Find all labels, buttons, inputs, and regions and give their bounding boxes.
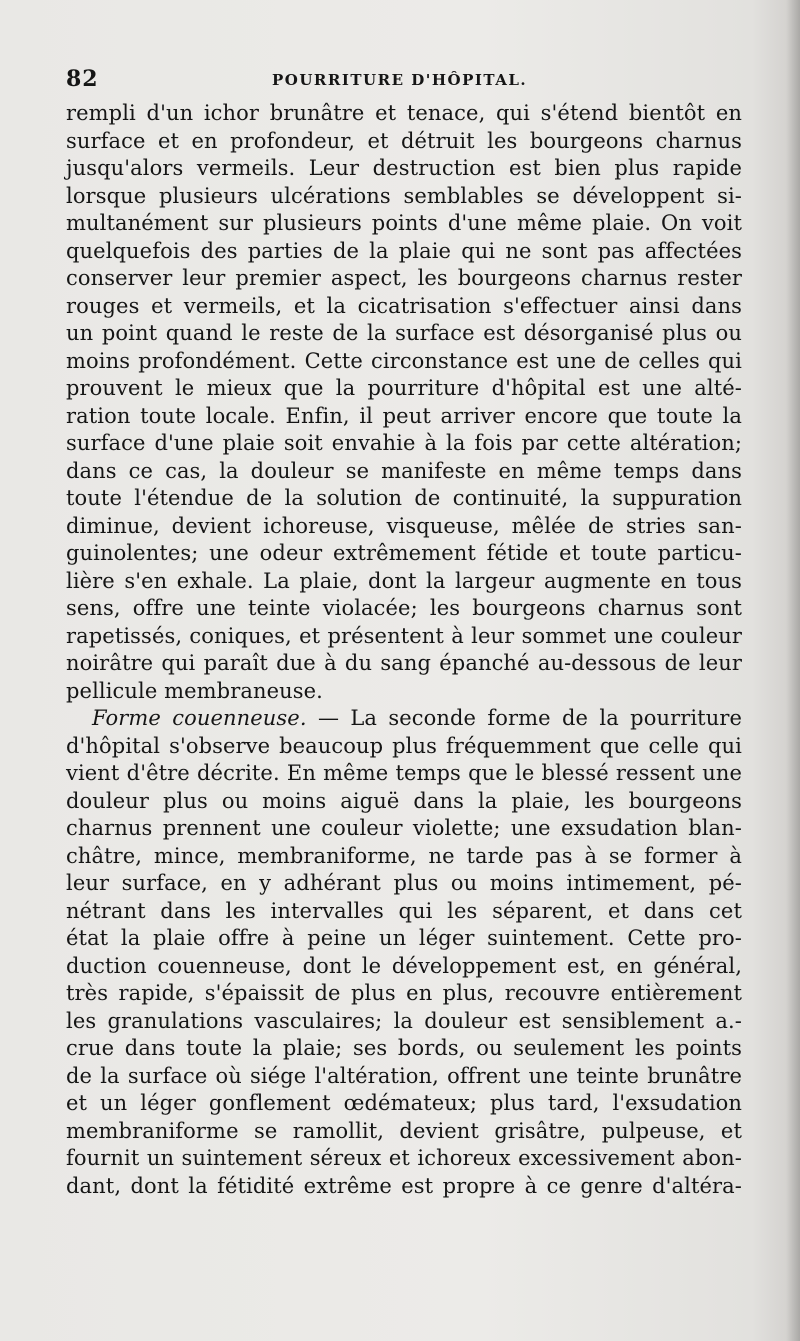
text-line: de la surface où siége l'altération, offrent une teinte brunâtre (66, 1063, 742, 1088)
text-line: guinolentes; une odeur extrêmement fétide et toute particu- (66, 541, 742, 565)
text-line: châtre, mince, membraniforme, ne tarde pas à se former à (66, 843, 742, 868)
text-line: et un léger gonflement œdémateux; plus tard, l'exsudation (66, 1091, 742, 1115)
text-line: quelquefois des parties de la plaie qui ne sont pas affectées (66, 238, 742, 263)
text-line: diminue, devient ichoreuse, visqueuse, mêlée de stries san- (66, 513, 742, 538)
text-line: dans ce cas, la douleur se manifeste en même temps dans (66, 458, 742, 483)
text-line: crue dans toute la plaie; ses bords, ou seulement les points (66, 1036, 742, 1060)
page-header (66, 66, 742, 96)
text-line: multanément sur plusieurs points d'une même plaie. On voit (66, 211, 742, 235)
text-line-with-heading (66, 705, 742, 733)
text-line: membraniforme se ramollit, devient grisâtre, pulpeuse, et (66, 1118, 742, 1143)
text-line: un point quand le reste de la surface est désorganisé plus ou (66, 321, 742, 345)
page-binding-shadow (786, 0, 800, 1341)
text-line: état la plaie offre à peine un léger suintement. Cette pro- (66, 926, 742, 950)
text-line: rouges et vermeils, et la cicatrisation s'effectuer ainsi dans (66, 293, 742, 318)
text-line: très rapide, s'épaissit de plus en plus, recouvre entièrement (66, 981, 742, 1005)
text-line: lorsque plusieurs ulcérations semblables se développent si- (66, 183, 742, 208)
text-line: nétrant dans les intervalles qui les séparent, et dans cet (66, 898, 742, 923)
paragraph-ulcerative-form (66, 100, 742, 705)
text-line: douleur plus ou moins aiguë dans la plaie, les bourgeons (66, 788, 742, 813)
text-line: pellicule membraneuse. (66, 678, 323, 703)
text-line: charnus prennent une couleur violette; une exsudation blan- (66, 816, 742, 840)
text-line: leur surface, en y adhérant plus ou moins intimement, pé- (66, 871, 742, 895)
text-line: d'hôpital s'observe beaucoup plus fréquemment que celle qui (66, 733, 742, 758)
running-title: POURRITURE D'HÔPITAL. (272, 71, 528, 89)
text-line: surface et en profondeur, et détruit les bourgeons charnus (66, 128, 742, 153)
text-line: rapetissés, coniques, et présentent à leur sommet une couleur (66, 623, 742, 648)
text-line: noirâtre qui paraît due à du sang épanché au-dessous de leur (66, 651, 742, 675)
text-line: surface d'une plaie soit envahie à la fois par cette altération; (66, 431, 742, 455)
text-line: sens, offre une teinte violacée; les bourgeons charnus sont (66, 596, 742, 620)
page-number: 82 (66, 66, 99, 92)
text-line: prouvent le mieux que la pourriture d'hôpital est une alté- (66, 376, 742, 400)
paragraph-pseudomembranous-form (66, 705, 742, 1200)
text-line: toute l'étendue de la solution de continuité, la suppuration (66, 486, 742, 510)
text-line: vient d'être décrite. En même temps que le blessé ressent une (66, 761, 742, 785)
text-line: fournit un suintement séreux et ichoreux excessivement abon- (66, 1146, 742, 1170)
text-line: moins profondément. Cette circonstance est une de celles qui (66, 348, 742, 373)
text-line: conserver leur premier aspect, les bourgeons charnus rester (66, 266, 742, 290)
text-line: jusqu'alors vermeils. Leur destruction est bien plus rapide (66, 156, 742, 180)
body-text (66, 100, 742, 1200)
text-line: les granulations vasculaires; la douleur est sensiblement a.- (66, 1008, 742, 1033)
text-line: duction couenneuse, dont le développement est, en général, (66, 953, 742, 978)
text-line: rempli d'un ichor brunâtre et tenace, qui s'étend bientôt en (66, 101, 742, 125)
section-heading: Forme couenneuse. (92, 706, 307, 730)
text-line: dant, dont la fétidité extrême est propre à ce genre d'altéra- (66, 1173, 742, 1198)
text-span: — La seconde forme de la pourriture (317, 706, 742, 730)
text-line: lière s'en exhale. La plaie, dont la largeur augmente en tous (66, 568, 742, 593)
text-line: ration toute locale. Enfin, il peut arriver encore que toute la (66, 403, 742, 428)
